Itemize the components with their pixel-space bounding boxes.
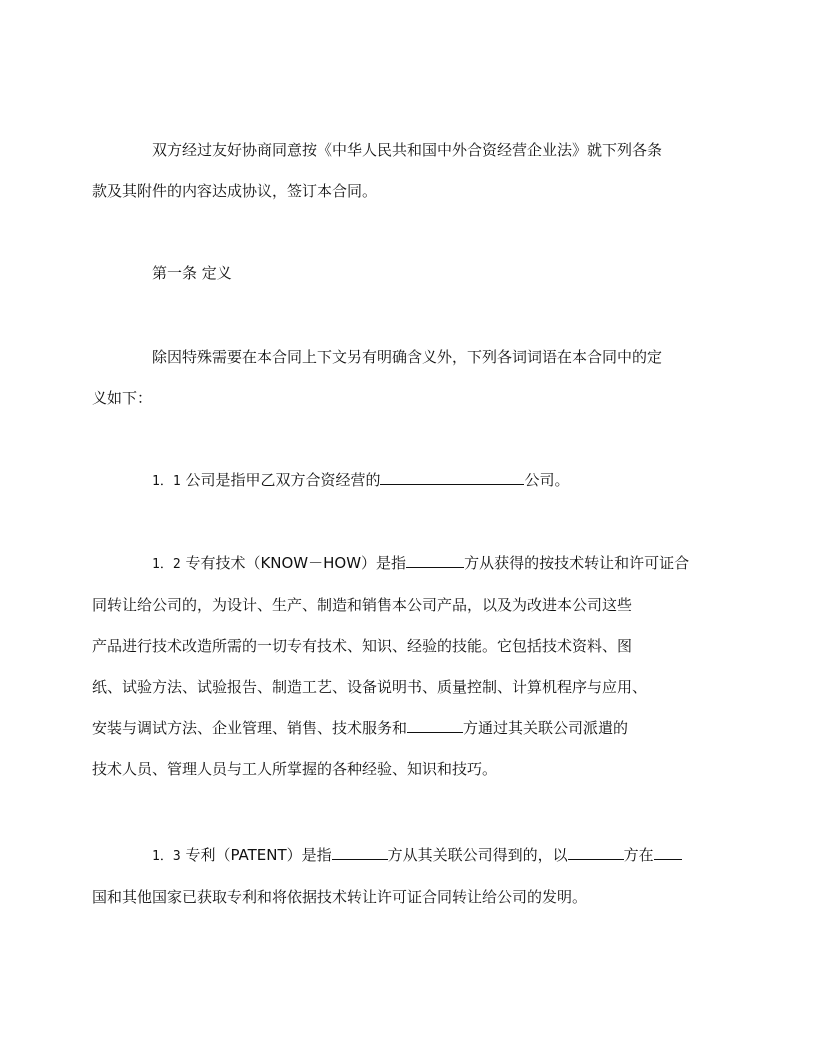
country-blank xyxy=(654,845,682,860)
clause-1-3 xyxy=(92,835,698,918)
article-1-heading xyxy=(122,253,698,294)
definitions-intro-line-2: 义如下： xyxy=(92,389,153,407)
party-blank-1 xyxy=(406,553,464,568)
clause-1-1-line xyxy=(122,460,698,502)
clause-1-1-text-before: 公司是指甲乙双方合资经营的 xyxy=(185,471,381,489)
clause-1-2-line-5-before: 安装与调试方法、企业管理、销售、技术服务和 xyxy=(92,719,408,737)
clause-1-3-line-1 xyxy=(122,835,698,877)
clause-1-1-text-after: 公司。 xyxy=(524,471,570,489)
clause-1-3-number: 1．3 xyxy=(152,849,181,864)
party-blank-4 xyxy=(568,845,624,860)
clause-1-2-line-2: 同转让给公司的，为设计、生产、制造和销售本公司产品，以及为改进本公司这些 xyxy=(92,596,633,614)
clause-1-2-line-1-before: 专有技术（KNOW－HOW）是指 xyxy=(185,554,407,572)
clause-1-2-line-5 xyxy=(92,708,698,749)
definitions-intro-paragraph xyxy=(92,337,698,419)
intro-paragraph xyxy=(92,130,698,212)
company-name-blank xyxy=(380,470,524,485)
clause-1-2-line-5-after: 方通过其关联公司派遣的 xyxy=(463,719,629,737)
clause-1-2-line-1-after: 方从获得的按技术转让和许可证合 xyxy=(464,554,690,572)
intro-line-2: 款及其附件的内容达成协议，签订本合同。 xyxy=(92,182,378,200)
clause-1-2 xyxy=(92,543,698,790)
clause-1-2-line-1 xyxy=(122,543,698,585)
clause-1-1-number: 1．1 xyxy=(152,474,181,489)
clause-1-3-line-2: 国和其他国家已获取专利和将依据技术转让许可证合同转让给公司的发明。 xyxy=(92,888,588,906)
definitions-intro-line-1: 除因特殊需要在本合同上下文另有明确含义外，下列各词词语在本合同中的定 xyxy=(152,348,663,366)
clause-1-2-line-6: 技术人员、管理人员与工人所掌握的各种经验、知识和技巧。 xyxy=(92,760,498,778)
clause-1-2-line-4: 纸、试验方法、试验报告、制造工艺、设备说明书、质量控制、计算机程序与应用、 xyxy=(92,678,648,696)
clause-1-3-line-1-b: 方从其关联公司得到的，以 xyxy=(387,846,568,864)
clause-1-1 xyxy=(122,460,698,502)
clause-1-3-line-1-c: 方在 xyxy=(623,846,654,864)
clause-1-3-line-1-a: 专利（PATENT）是指 xyxy=(185,846,332,864)
clause-1-2-number: 1．2 xyxy=(152,557,181,572)
clause-1-2-line-3: 产品进行技术改造所需的一切专有技术、知识、经验的技能。它包括技术资料、图 xyxy=(92,637,633,655)
intro-line-1: 双方经过友好协商同意按《中华人民共和国中外合资经营企业法》就下列各条 xyxy=(152,141,663,159)
party-blank-2 xyxy=(407,718,463,733)
party-blank-3 xyxy=(332,845,388,860)
article-1-heading-text: 第一条 定义 xyxy=(152,264,232,282)
